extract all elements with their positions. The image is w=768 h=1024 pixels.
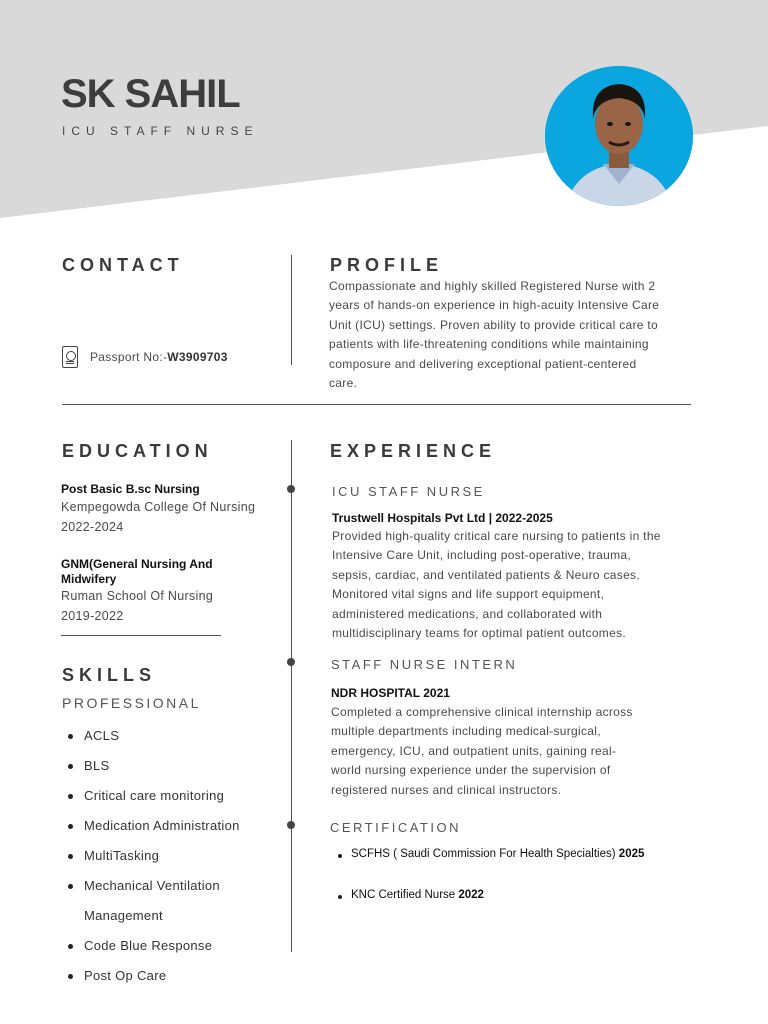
- timeline-dot: [287, 485, 295, 493]
- candidate-name: SK SAHIL: [61, 72, 240, 116]
- bullet-icon: [68, 764, 73, 769]
- passport-row: [62, 346, 228, 368]
- education-degree-cont: Midwifery: [61, 572, 117, 586]
- passport-label: Passport No:-: [90, 350, 168, 364]
- bullet-icon: [68, 794, 73, 799]
- bullet-icon: [338, 895, 342, 899]
- education-heading: EDUCATION: [62, 441, 213, 461]
- bullet-icon: [68, 944, 73, 949]
- section-divider: [62, 404, 691, 405]
- education-degree: Post Basic B.sc Nursing: [61, 482, 200, 496]
- job-employer: Trustwell Hospitals Pvt Ltd | 2022-2025: [332, 511, 553, 525]
- skills-subheading: PROFESSIONAL: [62, 695, 201, 711]
- timeline-dot: [287, 821, 295, 829]
- skill-item: Mechanical Ventilation: [66, 871, 240, 901]
- timeline-dot: [287, 658, 295, 666]
- skill-item: Post Op Care: [66, 961, 240, 991]
- bullet-icon: [68, 824, 73, 829]
- contact-divider: [291, 255, 292, 365]
- bullet-icon: [68, 884, 73, 889]
- skill-item: Critical care monitoring: [66, 781, 240, 811]
- contact-heading: CONTACT: [62, 255, 184, 275]
- certification-item: KNC Certified Nurse 2022: [338, 889, 484, 901]
- profile-heading: PROFILE: [330, 255, 444, 275]
- timeline-line: [291, 440, 292, 952]
- bullet-icon: [68, 734, 73, 739]
- passport-number: W3909703: [167, 350, 228, 364]
- skill-item: BLS: [66, 751, 240, 781]
- job-description: Provided high-quality critical care nursing to patients in the Intensive Care Unit, including post-operative, trauma, sepsis, cardiac, and ventilated patients & Neuro cases. Monitored vital signs and life support equipment, administered medications, and collaborated with multidisciplinary teams for optimal patient outcomes.: [332, 529, 661, 641]
- education-school: Ruman School Of Nursing: [61, 589, 214, 603]
- bullet-icon: [68, 854, 73, 859]
- education-school: Kempegowda College Of Nursing: [61, 500, 256, 514]
- profile-photo: [545, 66, 693, 206]
- skills-list: [66, 721, 240, 991]
- bullet-icon: [338, 854, 342, 858]
- certification-item: SCFHS ( Saudi Commission For Health Specialties) 2025: [338, 848, 644, 860]
- job-employer: NDR HOSPITAL 2021: [331, 686, 450, 700]
- skill-item: ACLS: [66, 721, 240, 751]
- education-degree: GNM(General Nursing And: [61, 557, 213, 571]
- skills-heading: SKILLS: [62, 665, 157, 685]
- job-description: Completed a comprehensive clinical internship across multiple departments including medical-surgical, emergency, ICU, and outpatient units, gaining real- world nursing experience under the supervision of registered nurses and clinical instructors.: [331, 705, 633, 797]
- education-years: 2019-2022: [61, 609, 124, 623]
- skill-item: Medication Administration: [66, 811, 240, 841]
- profile-text: Compassionate and highly skilled Registered Nurse with 2 years of hands-on experience in high-acuity Intensive Care Unit (ICU) settings. Proven ability to provide critical care to patients with life-threatening conditions while maintaining composure and delivering exceptional patient-centered care.: [329, 279, 660, 391]
- skill-item: Code Blue Response: [66, 931, 240, 961]
- education-years: 2022-2024: [61, 520, 124, 534]
- job-role: STAFF NURSE INTERN: [331, 657, 518, 672]
- skill-item: MultiTasking: [66, 841, 240, 871]
- education-divider: [61, 635, 221, 636]
- skill-item-cont: Management: [84, 908, 163, 923]
- experience-heading: EXPERIENCE: [330, 441, 497, 461]
- bullet-icon: [68, 974, 73, 979]
- candidate-title: ICU STAFF NURSE: [62, 124, 259, 138]
- certification-heading: CERTIFICATION: [330, 820, 461, 835]
- job-role: ICU STAFF NURSE: [332, 484, 485, 499]
- passport-icon: [62, 346, 78, 368]
